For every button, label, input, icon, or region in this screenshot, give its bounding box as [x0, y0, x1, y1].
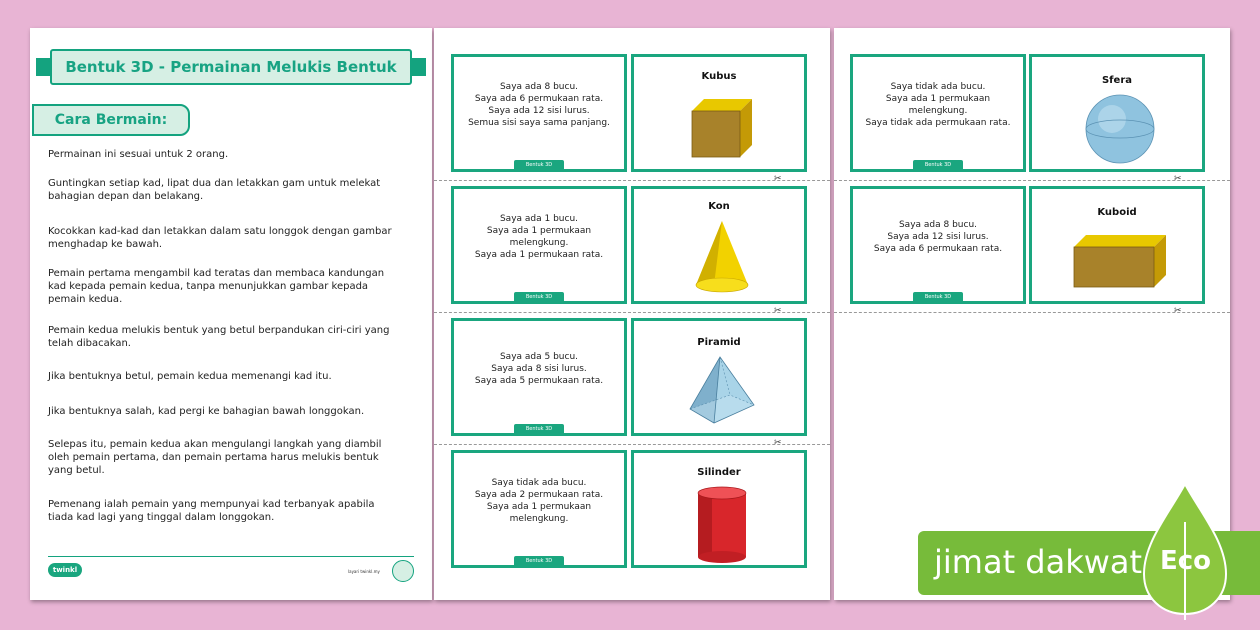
cone-icon — [692, 219, 752, 295]
description-card-piramid — [451, 318, 627, 436]
cut-line — [834, 180, 1230, 181]
desc-line: Saya ada 12 sisi lurus. — [887, 232, 989, 242]
cut-line — [434, 444, 830, 445]
desc-line: Saya ada 6 permukaan rata. — [474, 94, 604, 104]
twinkl-logo: twinkl — [48, 563, 82, 577]
desc-line: Saya ada 1 permukaan melengkung. — [486, 502, 592, 524]
cards-page-1 — [434, 28, 830, 600]
scissors-icon: ✂ — [1174, 306, 1182, 316]
card-tag: Bentuk 3D — [514, 556, 564, 565]
scissors-icon: ✂ — [774, 174, 782, 184]
cylinder-icon — [694, 485, 750, 565]
instruction-7: Jika bentuknya salah, kad pergi ke bahagian bawah longgokan. — [48, 406, 365, 417]
sphere-icon — [1084, 93, 1156, 165]
footer-badge-icon — [392, 560, 414, 582]
desc-line: Saya tidak ada bucu. — [890, 82, 986, 92]
scissors-icon: ✂ — [1174, 174, 1182, 184]
desc-line: Saya tidak ada permukaan rata. — [865, 118, 1011, 128]
rules-page — [30, 28, 432, 600]
shape-name: Kubus — [701, 71, 737, 82]
cuboid-icon — [1070, 233, 1170, 289]
description-card-kubus — [451, 54, 627, 172]
instruction-8: Selepas itu, pemain kedua akan mengulangi langkah yang diambil oleh pemain pertama, dan pemain pertama harus melukis bentuk yang betul. — [48, 439, 382, 476]
shape-card-sfera — [1029, 54, 1205, 172]
footer-divider — [48, 556, 414, 557]
shape-name: Sfera — [1101, 75, 1132, 86]
instruction-3: Kocokkan kad-kad dan letakkan dalam satu longgok dengan gambar menghadap ke bawah. — [48, 226, 392, 250]
pyramid-icon — [686, 355, 758, 427]
description-card-kon — [451, 186, 627, 304]
shape-card-piramid — [631, 318, 807, 436]
instruction-1: Permainan ini sesuai untuk 2 orang. — [48, 149, 229, 160]
desc-line: Saya ada 2 permukaan rata. — [474, 490, 604, 500]
desc-line: Saya ada 1 permukaan melengkung. — [486, 226, 592, 248]
eco-banner-text: jimat dakwat — [934, 543, 1143, 581]
desc-line: Saya ada 8 bucu. — [499, 82, 579, 92]
desc-line: Saya ada 8 sisi lurus. — [491, 364, 587, 374]
desc-line: Saya ada 1 permukaan melengkung. — [885, 94, 991, 116]
desc-line: Saya ada 1 permukaan rata. — [474, 250, 604, 260]
footer-url: layari twinkl.my — [348, 569, 380, 574]
shape-card-kubus — [631, 54, 807, 172]
shape-name: Piramid — [697, 337, 741, 348]
desc-line: Saya ada 5 permukaan rata. — [474, 376, 604, 386]
instruction-9: Pemenang ialah pemain yang mempunyai kad terbanyak apabila tiada kad lagi yang tinggal dalam longgokan. — [48, 499, 375, 523]
ribbon-tab-left — [36, 58, 50, 76]
desc-line: Saya ada 6 permukaan rata. — [873, 244, 1003, 254]
shape-name: Kon — [708, 201, 730, 212]
instruction-2: Guntingkan setiap kad, lipat dua dan letakkan gam untuk melekat bahagian depan dan belakang. — [48, 178, 381, 202]
description-card-kuboid — [850, 186, 1026, 304]
shape-name: Silinder — [697, 467, 741, 478]
scissors-icon: ✂ — [774, 306, 782, 316]
card-tag: Bentuk 3D — [514, 424, 564, 433]
shape-card-kuboid — [1029, 186, 1205, 304]
desc-line: Semua sisi saya sama panjang. — [468, 118, 610, 128]
cut-line — [434, 180, 830, 181]
shape-card-kon — [631, 186, 807, 304]
instruction-6: Jika bentuknya betul, pemain kedua memenangi kad itu. — [48, 371, 332, 382]
page-title: Bentuk 3D - Permainan Melukis Bentuk — [50, 49, 412, 85]
shape-name: Kuboid — [1097, 207, 1137, 218]
desc-line: Saya ada 5 bucu. — [499, 352, 579, 362]
card-tag: Bentuk 3D — [913, 160, 963, 169]
section-heading: Cara Bermain: — [32, 104, 190, 136]
desc-line: Saya ada 1 bucu. — [499, 214, 579, 224]
cut-line — [834, 312, 1230, 313]
desc-line: Saya ada 12 sisi lurus. — [488, 106, 590, 116]
instruction-4: Pemain pertama mengambil kad teratas dan membaca kandungan kad kepada pemain kedua, tanpa menunjukkan gambar kepada pemain kedua. — [48, 268, 385, 305]
card-tag: Bentuk 3D — [514, 292, 564, 301]
cube-icon — [686, 97, 756, 161]
card-tag: Bentuk 3D — [514, 160, 564, 169]
desc-line: Saya tidak ada bucu. — [491, 478, 587, 488]
card-tag: Bentuk 3D — [913, 292, 963, 301]
title-ribbon — [36, 49, 426, 87]
eco-label: Eco — [1160, 546, 1212, 576]
description-card-silinder — [451, 450, 627, 568]
desc-line: Saya ada 8 bucu. — [898, 220, 978, 230]
instruction-5: Pemain kedua melukis bentuk yang betul berpandukan ciri-ciri yang telah dibacakan. — [48, 325, 390, 349]
description-card-sfera — [850, 54, 1026, 172]
cut-line — [434, 312, 830, 313]
scissors-icon: ✂ — [774, 438, 782, 448]
shape-card-silinder — [631, 450, 807, 568]
ribbon-tab-right — [412, 58, 426, 76]
